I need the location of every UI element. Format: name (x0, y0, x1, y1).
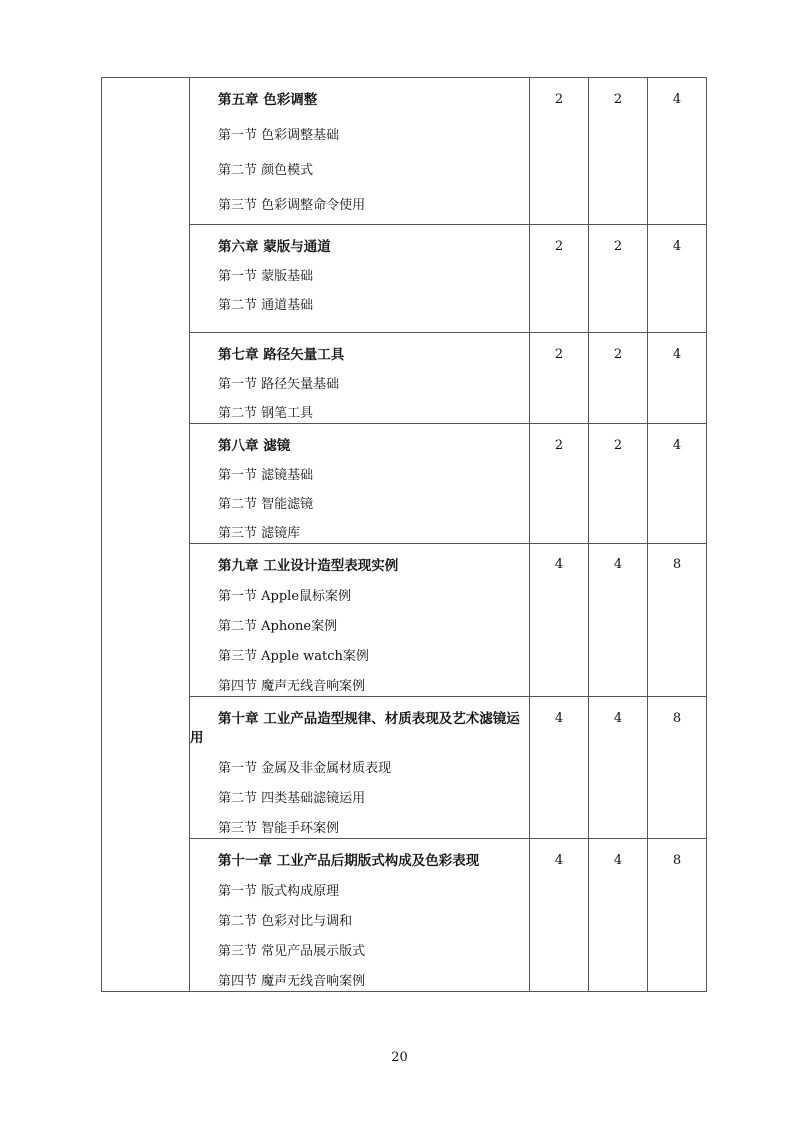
chapter-content (190, 225, 530, 333)
lecture-hours: 4 (554, 711, 564, 726)
hours-cell (530, 839, 589, 992)
lecture-hours: 2 (554, 239, 564, 254)
section-item: 第一节 路径矢量基础 (218, 377, 340, 392)
section-item: 第二节 通道基础 (218, 298, 314, 313)
chapter-row (102, 544, 707, 697)
chapter-title: 第七章 路径矢量工具 (218, 347, 345, 363)
chapter-content (190, 839, 530, 992)
section-item: 第三节 常见产品展示版式 (218, 944, 366, 959)
page-number: 20 (391, 1050, 408, 1065)
practice-hours: 2 (613, 438, 623, 453)
lecture-hours: 4 (554, 557, 564, 572)
section-item: 第二节 智能滤镜 (218, 497, 314, 512)
section-item: 第三节 色彩调整命令使用 (218, 198, 366, 213)
practice-hours: 4 (613, 853, 623, 868)
section-item: 第一节 版式构成原理 (218, 884, 340, 899)
chapter-title: 第九章 工业设计造型表现实例 (218, 558, 399, 574)
lecture-hours: 2 (554, 347, 564, 362)
section-item: 第二节 颜色模式 (218, 163, 314, 178)
chapter-content (190, 424, 530, 544)
hours-cell (648, 839, 707, 992)
total-hours: 4 (672, 239, 682, 254)
total-hours: 8 (672, 711, 682, 726)
section-item: 第一节 滤镜基础 (218, 468, 314, 483)
section-item: 第一节 蒙版基础 (218, 269, 314, 284)
total-hours: 8 (672, 557, 682, 572)
hours-cell (530, 225, 589, 333)
section-item: 第三节 Apple watch案例 (218, 649, 369, 664)
section-item: 第二节 钢笔工具 (218, 406, 314, 421)
chapter-title: 第五章 色彩调整 (218, 92, 318, 108)
hours-cell (530, 78, 589, 225)
practice-hours: 4 (613, 557, 623, 572)
total-hours: 4 (672, 92, 682, 107)
hours-cell (530, 697, 589, 839)
hours-cell (589, 424, 648, 544)
chapter-row (102, 424, 707, 544)
section-item: 第二节 四类基础滤镜运用 (218, 791, 366, 806)
section-item: 第三节 智能手环案例 (218, 821, 340, 836)
section-item: 第四节 魔声无线音响案例 (218, 974, 366, 989)
hours-cell (589, 333, 648, 424)
section-item: 第四节 魔声无线音响案例 (218, 679, 366, 694)
chapter-content (190, 544, 530, 697)
chapter-content (190, 78, 530, 225)
lecture-hours: 2 (554, 92, 564, 107)
lecture-hours: 4 (554, 853, 564, 868)
hours-cell (589, 839, 648, 992)
category-cell (102, 78, 190, 992)
total-hours: 8 (672, 853, 682, 868)
hours-cell (648, 544, 707, 697)
section-item: 第一节 色彩调整基础 (218, 128, 340, 143)
hours-cell (648, 424, 707, 544)
total-hours: 4 (672, 347, 682, 362)
section-item: 第三节 滤镜库 (218, 526, 301, 541)
hours-cell (648, 333, 707, 424)
chapter-title: 第十章 工业产品造型规律、材质表现及艺术滤镜运用 (190, 711, 520, 746)
hours-cell (648, 78, 707, 225)
lecture-hours: 2 (554, 438, 564, 453)
chapter-title: 第十一章 工业产品后期版式构成及色彩表现 (218, 853, 480, 869)
chapter-row (102, 839, 707, 992)
chapter-row (102, 697, 707, 839)
practice-hours: 2 (613, 347, 623, 362)
hours-cell (589, 225, 648, 333)
chapter-row (102, 333, 707, 424)
hours-cell (530, 333, 589, 424)
chapter-row (102, 78, 707, 225)
practice-hours: 4 (613, 711, 623, 726)
hours-cell (648, 697, 707, 839)
hours-cell (589, 78, 648, 225)
chapter-row (102, 225, 707, 333)
hours-cell (530, 544, 589, 697)
section-item: 第一节 Apple鼠标案例 (218, 589, 352, 604)
section-item: 第二节 Aphone案例 (218, 619, 338, 634)
chapter-content (190, 333, 530, 424)
hours-cell (530, 424, 589, 544)
hours-cell (589, 544, 648, 697)
chapter-content (190, 697, 530, 839)
hours-cell (589, 697, 648, 839)
course-schedule-table (101, 77, 707, 992)
chapter-title: 第八章 滤镜 (218, 438, 291, 454)
section-item: 第二节 色彩对比与调和 (218, 914, 353, 929)
section-item: 第一节 金属及非金属材质表现 (218, 761, 392, 776)
practice-hours: 2 (613, 239, 623, 254)
practice-hours: 2 (613, 92, 623, 107)
hours-cell (648, 225, 707, 333)
chapter-title: 第六章 蒙版与通道 (218, 239, 331, 255)
total-hours: 4 (672, 438, 682, 453)
